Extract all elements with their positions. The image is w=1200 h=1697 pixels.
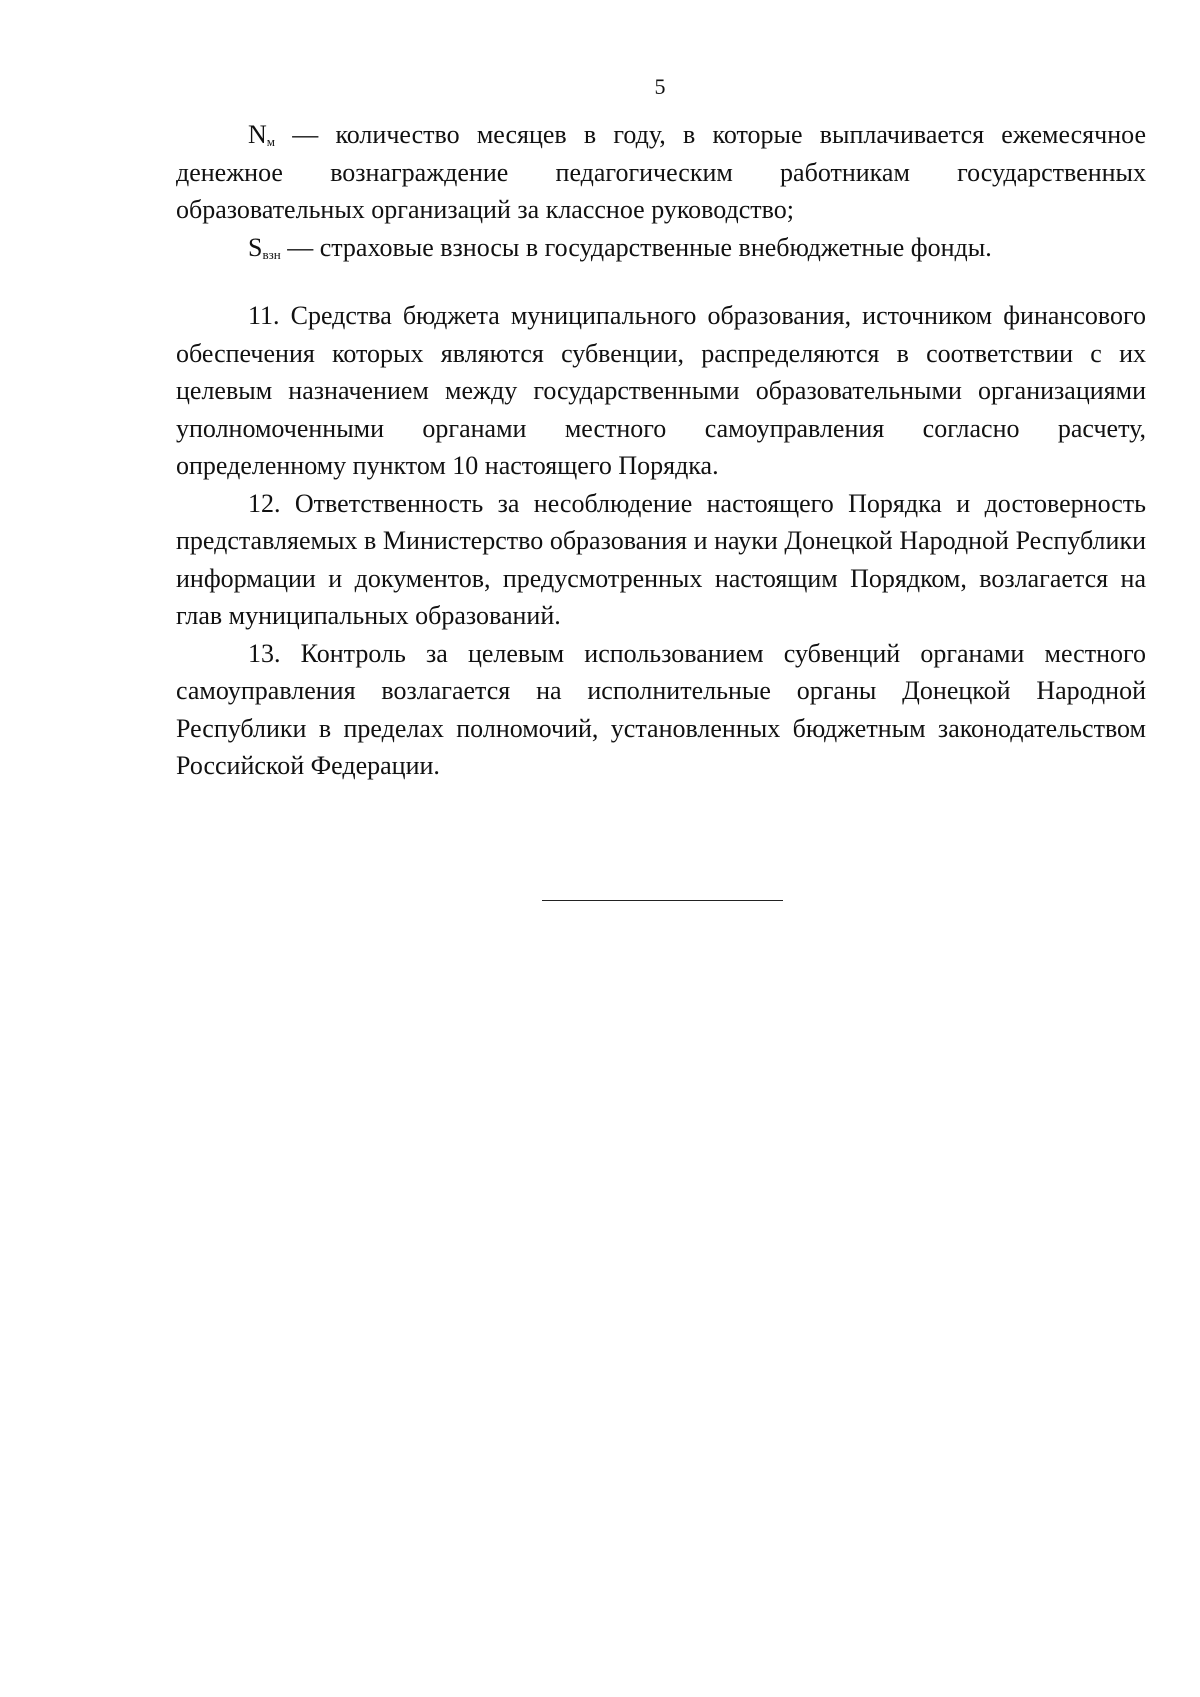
page-number: 5 [654,74,666,99]
definition-svzn-text: — страховые взносы в государственные внебюджетные фонды. [280,232,992,262]
document-body [176,116,1146,785]
definition-nm-text: — количество месяцев в году, в которые выплачивается ежемесячное денежное вознаграждение педагогическим работникам государственных образовательных организаций за классное руководство; [176,120,1146,224]
paragraph-11: 11. Средства бюджета муниципального образования, источником финансового обеспечения которых являются субвенции, распределяются в соответствии с их целевым назначением между государственными образовательными организациями уполномоченными органами местного самоуправления согласно расчету, определенному пунктом 10 настоящего Порядка. [176,301,1146,480]
symbol-s: S [248,232,263,262]
symbol-s-subscript: взн [262,246,281,262]
paragraph-13: 13. Контроль за целевым использованием субвенций органами местного самоуправления возлагается на исполнительные органы Донецкой Народной Республики в пределах полномочий, установленных бюджетным законодательством Российской Федерации. [176,638,1146,780]
paragraph-12: 12. Ответственность за несоблюдение настоящего Порядка и достоверность представляемых в Министерство образования и науки Донецкой Народной Республики информации и документов, предусмотренных настоящим Порядком, возлагается на глав муниципальных образований. [176,488,1146,630]
symbol-n-subscript: м [266,134,276,149]
symbol-n: N [248,120,267,149]
definition-nm [176,116,1146,229]
end-separator-line [542,900,783,901]
definition-svzn [176,229,1146,267]
